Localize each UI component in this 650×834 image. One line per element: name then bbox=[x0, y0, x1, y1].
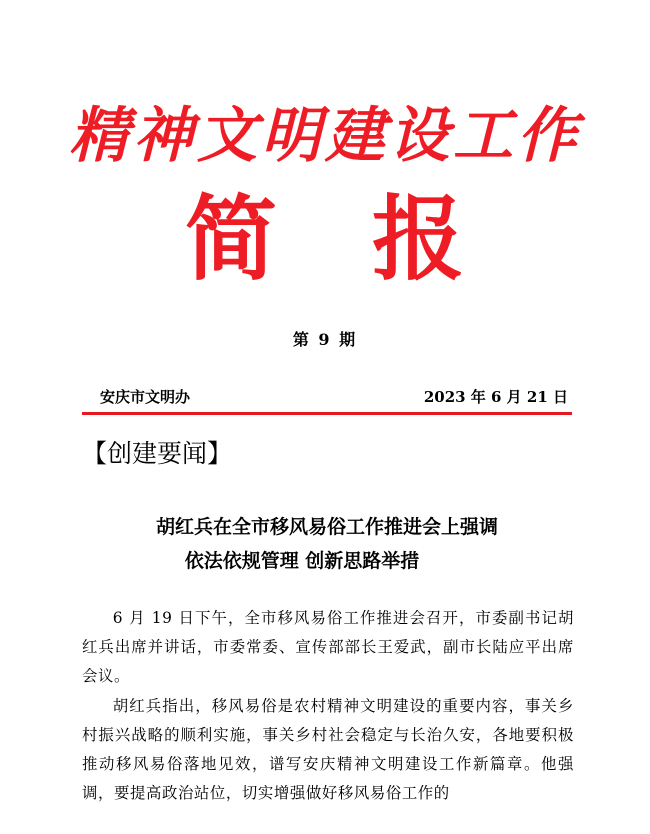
headline-line-1: 胡红兵在全市移风易俗工作推进会上强调 bbox=[155, 516, 498, 538]
headline-line-2: 依法依规管理 创新思路举措 bbox=[184, 550, 420, 572]
masthead-subtitle-left: 简 bbox=[185, 186, 278, 293]
article-headline bbox=[82, 510, 572, 578]
masthead-subtitle bbox=[0, 185, 650, 295]
article-body bbox=[82, 604, 574, 808]
issuer: 安庆市文明办 bbox=[100, 388, 191, 406]
article-paragraph: 6 月 19 日下午，全市移风易俗工作推进会召开，市委副书记胡红兵出席并讲话，市委常委、宣传部部长王爱武，副市长陆应平出席会议。 bbox=[82, 609, 574, 685]
masthead-subtitle-right: 报 bbox=[372, 186, 465, 293]
section-header: 【创建要闻】 bbox=[82, 439, 233, 468]
issue-number: 第 9 期 bbox=[292, 330, 358, 349]
masthead-title: 精神文明建设工作 bbox=[69, 101, 581, 171]
article-paragraph: 胡红兵指出，移风易俗是农村精神文明建设的重要内容，事关乡村振兴战略的顺利实施，事关乡村社会稳定与长治久安，各地要积极推动移风易俗落地见效，谱写安庆精神文明建设工作新篇章。他强调，要提高政治站位，切实增强做好移风易俗工作的 bbox=[82, 697, 574, 802]
issue-date: 2023 年 6 月 21 日 bbox=[423, 388, 568, 406]
header-divider-rule bbox=[82, 412, 572, 415]
